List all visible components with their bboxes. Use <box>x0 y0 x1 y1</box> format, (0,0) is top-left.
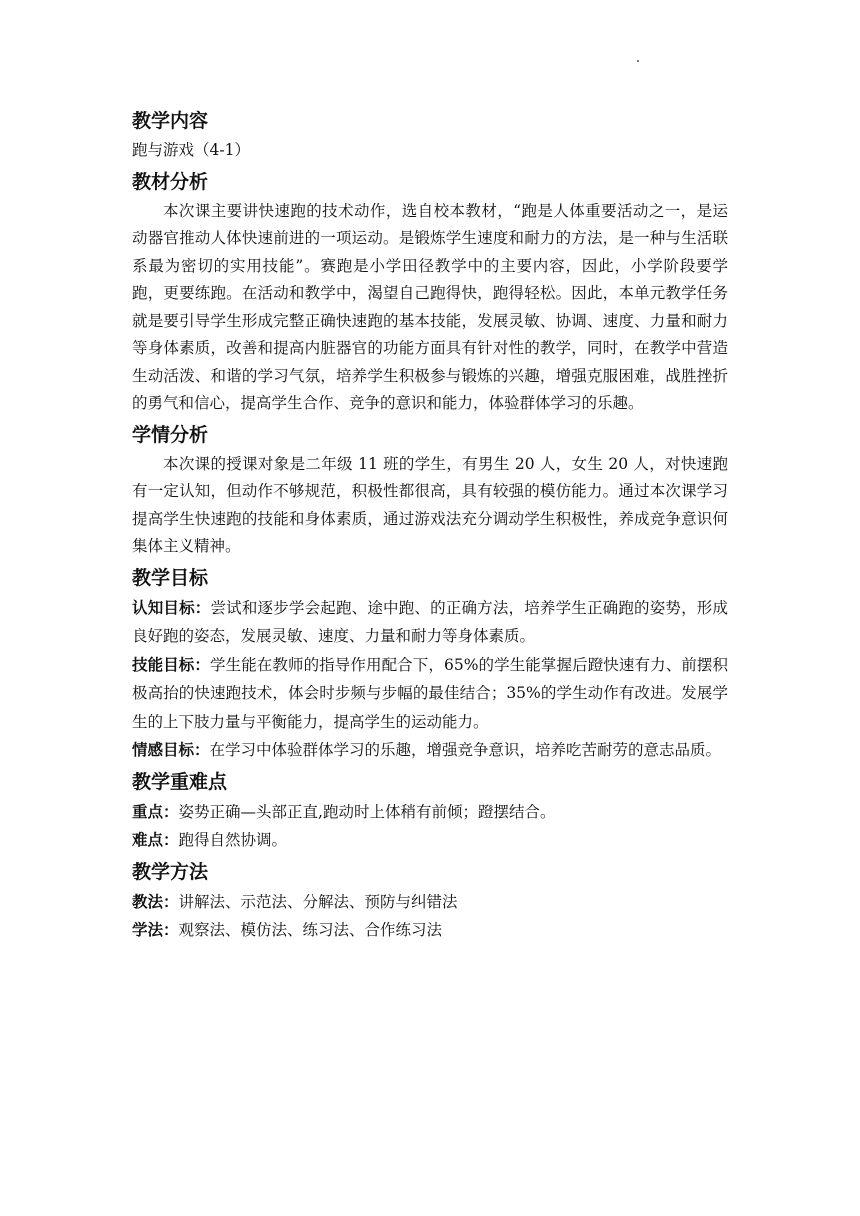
method-teach <box>132 888 728 917</box>
page-mark <box>637 60 639 62</box>
document-page <box>132 104 728 945</box>
method-learn <box>132 916 728 945</box>
heading-students: 学情分析 <box>132 423 209 446</box>
method-teach-text: 讲解法、示范法、分解法、预防与纠错法 <box>178 892 458 911</box>
goal-cognitive-text: 尝试和逐步学会起跑、途中跑、的正确方法，培养学生正确跑的姿势，形成良好跑的姿态，发展灵敏、速度、力量和耐力等身体素质。 <box>132 598 728 645</box>
goal-skill-label: 技能目标： <box>132 655 210 674</box>
method-learn-text: 观察法、模仿法、练习法、合作练习法 <box>178 921 443 939</box>
goal-emotion-text: 在学习中体验群体学习的乐趣，增强竞争意识，培养吃苦耐劳的意志品质。 <box>209 741 722 759</box>
keypoint-key-text: 姿势正确—头部正直,跑动时上体稍有前倾；蹬摆结合。 <box>178 802 556 821</box>
goal-skill <box>132 651 728 737</box>
goal-skill-text: 学生能在教师的指导作用配合下，65%的学生能掌握后蹬快速有力、前摆积极高抬的快速跑技术，体会时步频与步幅的最佳结合；35%的学生动作有改进。发展学生的上下肢力量与平衡能力，提高学生的运动能力。 <box>132 655 728 731</box>
heading-content: 教学内容 <box>132 110 209 132</box>
method-learn-label: 学法： <box>132 921 179 939</box>
keypoint-difficult-text: 跑得自然协调。 <box>178 831 288 849</box>
keypoint-difficult-label: 难点： <box>132 831 179 849</box>
keypoint-difficult <box>132 826 728 855</box>
students-text: 本次课的授课对象是二年级 11 班的学生，有男生 20 人，女生 20 人，对快速跑有一定认知，但动作不够规范，积极性都很高，具有较强的模仿能力。通过本次课学习提高学生快速跑的技能和身体素质，通过游戏法充分调动学生积极性，养成竞争意识何集体主义精神。 <box>132 454 728 555</box>
method-teach-label: 教法： <box>132 892 179 911</box>
goal-cognitive-label: 认知目标： <box>132 598 211 617</box>
content-text: 跑与游戏（4-1） <box>132 141 250 159</box>
heading-methods: 教学方法 <box>132 860 209 883</box>
heading-material: 教材分析 <box>132 170 209 193</box>
keypoint-key <box>132 798 728 827</box>
goal-emotion-label: 情感目标： <box>132 741 210 759</box>
keypoint-key-label: 重点： <box>132 802 179 821</box>
goal-cognitive <box>132 594 728 651</box>
heading-keypoints: 教学重难点 <box>132 770 228 793</box>
goal-emotion <box>132 736 728 765</box>
material-text: 本次课主要讲快速跑的技术动作，选自校本教材，“跑是人体重要活动之一，是运动器官推动人体快速前进的一项运动。是锻炼学生速度和耐力的方法，是一种与生活联系最为密切的实用技能”。赛跑是小学田径教学中的主要内容，因此，小学阶段要学跑，更要练跑。在活动和教学中，渴望自己跑得快，跑得轻松。因此，本单元教学任务就是要引导学生形成完整正确快速跑的基本技能，发展灵敏、协调、速度、力量和耐力等身体素质，改善和提高内脏器官的功能方面具有针对性的教学，同时，在教学中营造生动活泼、和谐的学习气氛，培养学生积极参与锻炼的兴趣，增强克服困难，战胜挫折的勇气和信心，提高学生合作、竞争的意识和能力，体验群体学习的乐趣。 <box>132 201 728 412</box>
heading-goals: 教学目标 <box>132 566 209 589</box>
